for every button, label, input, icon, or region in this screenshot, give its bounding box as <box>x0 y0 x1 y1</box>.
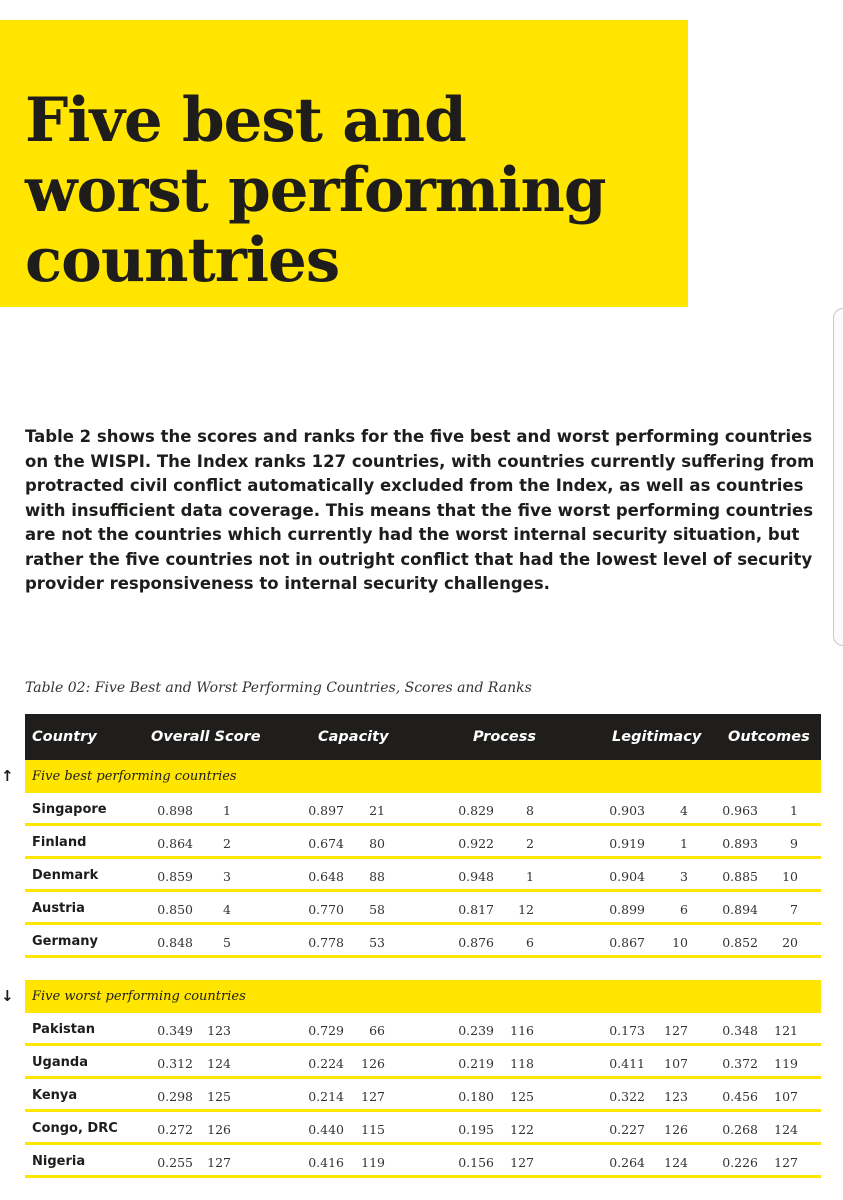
cell-capacity-rank: 66 <box>369 1023 385 1038</box>
cell-outcomes-rank: 9 <box>790 836 798 851</box>
header-country: Country <box>32 729 97 745</box>
cell-outcomes: 0.268 <box>722 1122 758 1137</box>
cell-capacity: 0.897 <box>308 803 344 818</box>
cell-outcomes: 0.893 <box>722 836 758 851</box>
cell-overall: 0.859 <box>157 869 193 884</box>
cell-overall: 0.272 <box>157 1122 193 1137</box>
cell-process-rank: 127 <box>510 1155 534 1170</box>
cell-capacity-rank: 126 <box>361 1056 385 1071</box>
cell-capacity: 0.770 <box>308 902 344 917</box>
cell-overall: 0.312 <box>157 1056 193 1071</box>
country-name: Congo, DRC <box>32 1121 118 1136</box>
cell-legitimacy-rank: 127 <box>664 1023 688 1038</box>
table-row <box>25 1046 821 1079</box>
title-banner <box>0 20 688 307</box>
cell-outcomes-rank: 107 <box>774 1089 798 1104</box>
cell-overall-rank: 5 <box>223 935 231 950</box>
cell-overall: 0.848 <box>157 935 193 950</box>
country-name: Germany <box>32 934 98 949</box>
header-outcomes: Outcomes <box>728 729 810 745</box>
group-header <box>1 760 821 793</box>
table-row <box>25 1145 821 1178</box>
cell-process: 0.239 <box>458 1023 494 1038</box>
cell-outcomes: 0.885 <box>722 869 758 884</box>
group-header <box>1 980 821 1013</box>
cell-overall: 0.298 <box>157 1089 193 1104</box>
country-name: Kenya <box>32 1088 78 1103</box>
cell-legitimacy-rank: 124 <box>664 1155 688 1170</box>
arrow-up-icon: ↑ <box>1 767 14 785</box>
cell-outcomes-rank: 124 <box>774 1122 798 1137</box>
cell-capacity-rank: 21 <box>369 803 385 818</box>
cell-outcomes: 0.372 <box>722 1056 758 1071</box>
cell-overall-rank: 127 <box>207 1155 231 1170</box>
country-name: Austria <box>32 901 85 916</box>
cell-capacity-rank: 115 <box>361 1122 385 1137</box>
intro-line: Table 2 shows the scores and ranks for the five best and worst performing countries <box>25 427 813 446</box>
country-name: Finland <box>32 835 87 850</box>
arrow-down-icon: ↓ <box>1 987 14 1005</box>
intro-line: provider responsiveness to internal security challenges. <box>25 574 550 593</box>
cell-outcomes: 0.963 <box>722 803 758 818</box>
cell-overall: 0.349 <box>157 1023 193 1038</box>
cell-legitimacy-rank: 126 <box>664 1122 688 1137</box>
cell-capacity-rank: 88 <box>369 869 385 884</box>
intro-line: protracted civil conflict automatically excluded from the Index, as well as countries <box>25 476 804 495</box>
cell-outcomes-rank: 119 <box>774 1056 798 1071</box>
scores-table <box>1 714 821 1178</box>
intro-paragraph <box>25 425 815 597</box>
page-title <box>25 86 605 296</box>
cell-process-rank: 116 <box>510 1023 534 1038</box>
cell-process: 0.876 <box>458 935 494 950</box>
cell-legitimacy: 0.322 <box>609 1089 645 1104</box>
cell-outcomes-rank: 7 <box>790 902 798 917</box>
table-row <box>25 925 821 958</box>
cell-process: 0.922 <box>458 836 494 851</box>
country-name: Singapore <box>32 802 107 817</box>
header-capacity: Capacity <box>318 729 389 745</box>
cell-capacity: 0.440 <box>308 1122 344 1137</box>
cell-overall-rank: 4 <box>223 902 231 917</box>
country-name: Nigeria <box>32 1154 86 1169</box>
cell-capacity: 0.416 <box>308 1155 344 1170</box>
title-line: Five best and <box>25 85 466 156</box>
cell-capacity-rank: 127 <box>361 1089 385 1104</box>
cell-overall-rank: 124 <box>207 1056 231 1071</box>
table-row <box>25 826 821 859</box>
cell-process-rank: 6 <box>526 935 534 950</box>
header-legitimacy: Legitimacy <box>612 729 702 745</box>
cell-process-rank: 125 <box>510 1089 534 1104</box>
cell-legitimacy: 0.227 <box>609 1122 645 1137</box>
table-body <box>1 760 821 1178</box>
cell-process-rank: 8 <box>526 803 534 818</box>
cell-overall-rank: 3 <box>223 869 231 884</box>
table-caption: Table 02: Five Best and Worst Performing Countries, Scores and Ranks <box>25 680 532 696</box>
cell-legitimacy: 0.411 <box>609 1056 645 1071</box>
cell-process-rank: 122 <box>510 1122 534 1137</box>
cell-outcomes: 0.348 <box>722 1023 758 1038</box>
cell-outcomes: 0.894 <box>722 902 758 917</box>
cell-process-rank: 2 <box>526 836 534 851</box>
intro-line: rather the five countries not in outright conflict that had the lowest level of security <box>25 549 813 569</box>
cell-capacity: 0.778 <box>308 935 344 950</box>
cell-overall: 0.255 <box>157 1155 193 1170</box>
cell-overall-rank: 1 <box>223 803 231 818</box>
group-spacer <box>25 958 821 980</box>
cell-legitimacy-rank: 107 <box>664 1056 688 1071</box>
cell-outcomes: 0.226 <box>722 1155 758 1170</box>
table-row <box>25 793 821 826</box>
title-line: countries <box>25 225 340 296</box>
cell-outcomes-rank: 1 <box>790 803 798 818</box>
cell-capacity-rank: 53 <box>369 935 385 950</box>
cell-overall-rank: 125 <box>207 1089 231 1104</box>
cell-process: 0.219 <box>458 1056 494 1071</box>
cell-overall: 0.850 <box>157 902 193 917</box>
cell-capacity-rank: 58 <box>369 902 385 917</box>
cell-legitimacy-rank: 123 <box>664 1089 688 1104</box>
cell-legitimacy: 0.903 <box>609 803 645 818</box>
scroll-handle[interactable] <box>833 308 843 646</box>
country-name: Pakistan <box>32 1022 96 1037</box>
cell-overall: 0.864 <box>157 836 193 851</box>
cell-legitimacy: 0.867 <box>609 935 645 950</box>
cell-capacity-rank: 80 <box>369 836 385 851</box>
header-overall-score: Overall Score <box>151 729 261 745</box>
table-row <box>25 1112 821 1145</box>
cell-legitimacy-rank: 6 <box>680 902 688 917</box>
cell-legitimacy: 0.264 <box>609 1155 645 1170</box>
table-row <box>25 1013 821 1046</box>
cell-capacity: 0.648 <box>308 869 344 884</box>
cell-process: 0.948 <box>458 869 494 884</box>
intro-line: with insufficient data coverage. This means that the five worst performing countries <box>25 500 814 520</box>
cell-overall-rank: 126 <box>207 1122 231 1137</box>
cell-legitimacy: 0.904 <box>609 869 645 884</box>
cell-capacity: 0.729 <box>308 1023 344 1038</box>
cell-outcomes: 0.456 <box>722 1089 758 1104</box>
cell-outcomes-rank: 127 <box>774 1155 798 1170</box>
cell-process-rank: 12 <box>518 902 534 917</box>
title-line: worst performing <box>25 155 606 226</box>
intro-line: are not the countries which currently had the worst internal security situation, but <box>25 525 800 544</box>
cell-legitimacy-rank: 10 <box>672 935 688 950</box>
cell-process-rank: 1 <box>526 869 534 884</box>
table-row <box>25 859 821 892</box>
cell-outcomes-rank: 121 <box>774 1023 798 1038</box>
country-name: Uganda <box>32 1055 88 1070</box>
cell-legitimacy-rank: 4 <box>680 803 688 818</box>
cell-overall-rank: 123 <box>207 1023 231 1038</box>
cell-process: 0.156 <box>458 1155 494 1170</box>
intro-line: on the WISPI. The Index ranks 127 countries, with countries currently suffering from <box>25 451 815 471</box>
cell-capacity: 0.674 <box>308 836 344 851</box>
cell-capacity: 0.224 <box>308 1056 344 1071</box>
header-process: Process <box>473 729 536 745</box>
cell-overall-rank: 2 <box>223 836 231 851</box>
cell-outcomes-rank: 20 <box>782 935 798 950</box>
cell-legitimacy-rank: 1 <box>680 836 688 851</box>
group-label: Five best performing countries <box>32 769 237 784</box>
cell-process: 0.829 <box>458 803 494 818</box>
cell-process-rank: 118 <box>510 1056 534 1071</box>
cell-capacity-rank: 119 <box>361 1155 385 1170</box>
cell-overall: 0.898 <box>157 803 193 818</box>
cell-process: 0.817 <box>458 902 494 917</box>
cell-legitimacy: 0.173 <box>609 1023 645 1038</box>
cell-legitimacy: 0.919 <box>609 836 645 851</box>
table-row <box>25 1079 821 1112</box>
cell-process: 0.195 <box>458 1122 494 1137</box>
group-label: Five worst performing countries <box>32 989 246 1004</box>
table-row <box>25 892 821 925</box>
cell-capacity: 0.214 <box>308 1089 344 1104</box>
cell-outcomes: 0.852 <box>722 935 758 950</box>
cell-legitimacy-rank: 3 <box>680 869 688 884</box>
country-name: Denmark <box>32 868 99 883</box>
cell-outcomes-rank: 10 <box>782 869 798 884</box>
cell-legitimacy: 0.899 <box>609 902 645 917</box>
cell-process: 0.180 <box>458 1089 494 1104</box>
table-header <box>25 714 821 760</box>
